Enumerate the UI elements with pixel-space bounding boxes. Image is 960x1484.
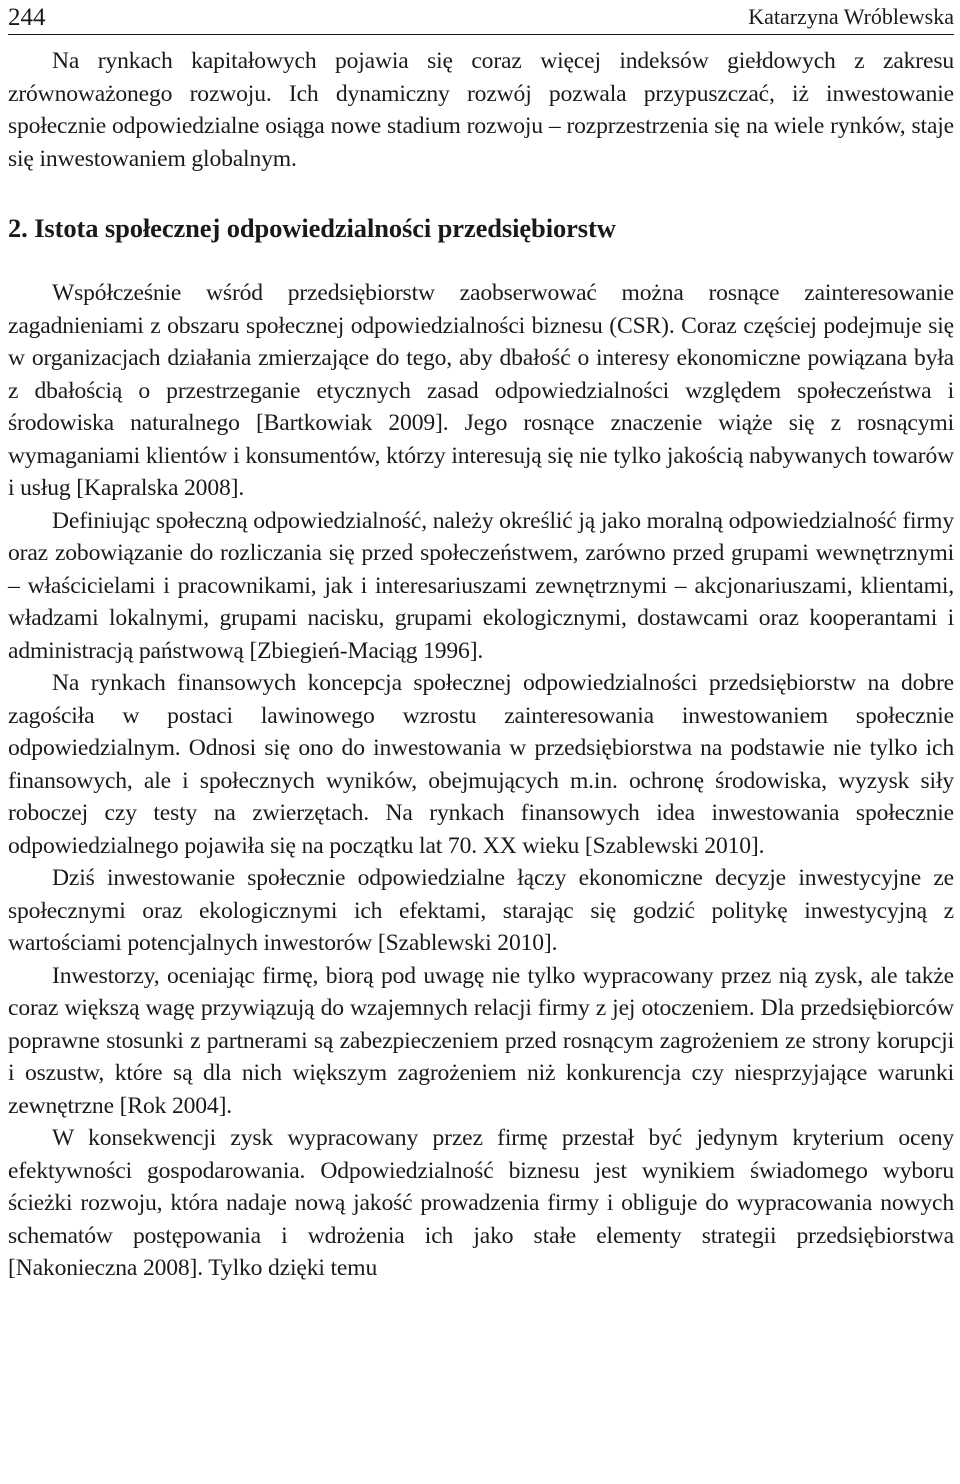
section-heading: 2. Istota społecznej odpowiedzialności przedsiębiorstw	[8, 213, 616, 243]
running-author: Katarzyna Wróblewska	[748, 4, 954, 29]
intro-paragraph: Na rynkach kapitałowych pojawia się coraz więcej indeksów giełdowych z zakresu zrównoważonego rozwoju. Ich dynamiczny rozwój pozwala przypuszczać, iż inwestowanie społecznie odpowiedzialne osiąga nowe stadium rozwoju – rozprzestrzenia się na wiele rynków, staje się inwestowaniem globalnym.	[8, 48, 954, 172]
body-paragraph: W konsekwencji zysk wypracowany przez firmę przestał być jedynym kryterium oceny efektywności gospodarowania. Odpowiedzialność biznesu jest wynikiem świadomego wyboru ścieżki rozwoju, która nadaje nową jakość prowadzenia firmy i obliguje do wypracowania nowych schematów postępowania i wdrożenia ich jako stałe elementy strategii przedsiębiorstwa [Nakonieczna 2008]. Tylko dzięki temu	[8, 1125, 954, 1281]
body-paragraph: Definiując społeczną odpowiedzialność, należy określić ją jako moralną odpowiedzialność firmy oraz zobowiązanie do rozliczania się przed społeczeństwem, zarówno przed grupami wewnętrznymi – właścicielami i pracownikami, jak i interesariuszami zewnętrznymi – akcjonariuszami, klientami, władzami lokalnymi, grupami nacisku, grupami ekologicznymi, dostawcami oraz kooperantami i administracją państwową [Zbiegień-Maciąg 1996].	[8, 507, 954, 664]
page-number: 244	[8, 4, 46, 31]
section-body	[8, 277, 954, 1285]
body-paragraph: Dziś inwestowanie społecznie odpowiedzialne łączy ekonomiczne decyzje inwestycyjne ze społecznymi oraz ekologicznymi ich efektami, starając się godzić politykę inwestycyjną z wartościami potencjalnych inwestorów [Szablewski 2010].	[8, 865, 954, 956]
body-paragraph: Współcześnie wśród przedsiębiorstw zaobserwować można rosnące zainteresowanie zagadnieniami z obszaru społecznej odpowiedzialności biznesu (CSR). Coraz częściej podejmuje się w organizacjach działania zmierzające do tego, aby dbałość o interesy ekonomiczne powiązana była z dbałością o przestrzeganie etycznych zasad odpowiedzialności względem społeczeństwa i środowiska naturalnego [Bartkowiak 2009]. Jego rosnące znaczenie wiąże się z rosnącymi wymaganiami klientów i konsumentów, którzy interesują się nie tylko jakością nabywanych towarów i usług [Kapralska 2008].	[8, 280, 954, 501]
body-paragraph: Na rynkach finansowych koncepcja społecznej odpowiedzialności przedsiębiorstw na dobre zagościła w postaci lawinowego wzrostu zainteresowania inwestowaniem społecznie odpowiedzialnym. Odnosi się ono do inwestowania w przedsiębiorstwa na podstawie nie tylko ich finansowych, ale i społecznych wyników, obejmujących m.in. ochronę środowiska, wyzysk siły roboczej czy testy na zwierzętach. Na rynkach finansowych idea inwestowania społecznie odpowiedzialnego pojawiła się na początku lat 70. XX wieku [Szablewski 2010].	[8, 670, 954, 859]
document-page	[8, 0, 954, 1484]
body-paragraph: Inwestorzy, oceniając firmę, biorą pod uwagę nie tylko wypracowany przez nią zysk, ale także coraz większą wagę przywiązują do wzajemnych relacji firmy z jej otoczeniem. Dla przedsiębiorców poprawne stosunki z partnerami są zabezpieczeniem przed rosnącym zagrożeniem ze strony korupcji i oszustw, które są dla nich większym zagrożeniem niż konkurencja czy niesprzyjające warunki zewnętrzne [Rok 2004].	[8, 962, 954, 1119]
running-header	[8, 0, 954, 35]
